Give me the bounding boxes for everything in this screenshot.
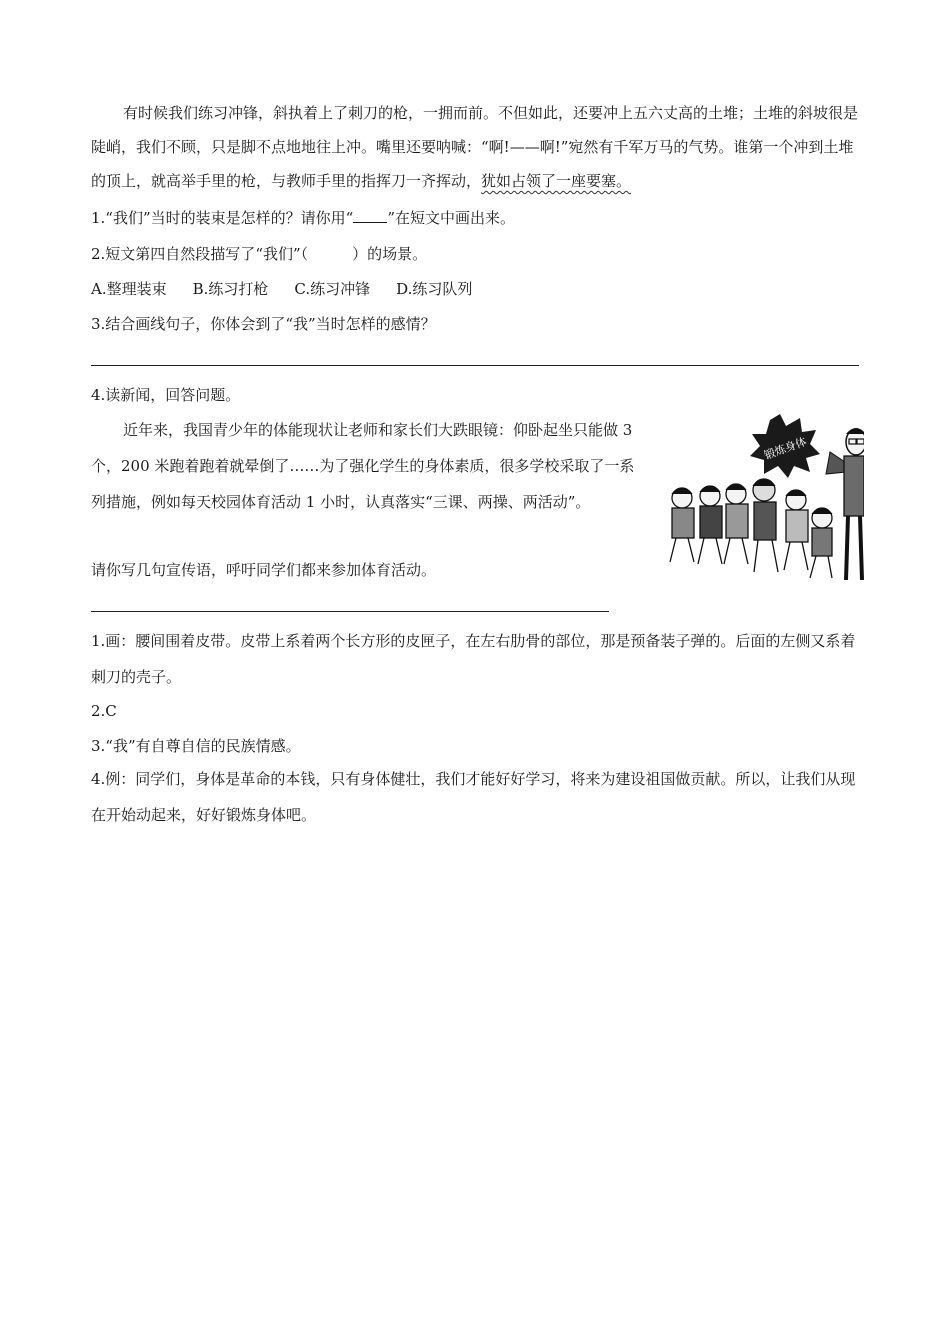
question-3: 3.结合画线句子，你体会到了“我”当时怎样的感情？ — [91, 315, 436, 333]
answer-line-4[interactable] — [91, 611, 609, 612]
question-4-prompt: 请你写几句宣传语，呼吁同学们都来参加体育活动。 — [91, 561, 437, 579]
answer-1: 1.画：腰间围着皮带。皮带上系着两个长方形的皮匣子，在左右肋骨的部位，那是预备装子弹的。后面的左侧又系着刺刀的壳子。 — [91, 632, 856, 686]
answer-3: 3.“我”有自尊自信的民族情感。 — [91, 737, 301, 755]
option-d[interactable]: D.练习队列 — [396, 280, 473, 298]
question-2 — [91, 244, 427, 264]
question-2-text: 2.短文第四自然段描写了“我们”（ — [91, 245, 309, 263]
passage-text: 有时候我们练习冲锋，斜执着上了刺刀的枪，一拥而前。不但如此，还要冲上五六丈高的土堆；土堆的斜坡很是陡峭，我们不顾，只是脚不点地地往上冲。嘴里还要呐喊：“啊!——啊!”宛然有千军万马的气势。谁第一个冲到土堆的顶上，就高举手里的枪，与教师手里的指挥刀一齐挥动， — [91, 104, 859, 190]
question-1-text-end: ”在短文中画出来。 — [387, 209, 515, 227]
banner-text: 锻炼身体 — [762, 434, 809, 463]
question-2-text-end: ）的场景。 — [352, 245, 428, 263]
question-4: 4.读新闻，回答问题。 — [91, 386, 241, 404]
question-1-text: 1.“我们”当时的装束是怎样的？请你用“ — [91, 209, 354, 227]
option-a[interactable]: A.整理装束 — [91, 280, 167, 298]
question-2-options — [91, 279, 498, 299]
option-b[interactable]: B.练习打枪 — [192, 280, 269, 298]
answer-4: 4.例：同学们，身体是革命的本钱，只有身体健壮，我们才能好好学习，将来为建设祖国做贡献。所以，让我们从现在开始动起来，好好锻炼身体吧。 — [91, 770, 856, 824]
answer-line-3[interactable] — [91, 365, 859, 366]
question-1 — [91, 208, 515, 228]
wavy-underlined-sentence: 犹如占领了一座要塞。 — [481, 172, 632, 190]
underline-symbol — [353, 208, 387, 223]
option-c[interactable]: C.练习冲锋 — [294, 280, 371, 298]
news-paragraph: 近年来，我国青少年的体能现状让老师和家长们大跌眼镜：仰卧起坐只能做 3 个，200 米跑着跑着就晕倒了……为了强化学生的身体素质，很多学校采取了一系列措施，例如每天校园体育活动 1 小时，认真落实“三课、两操、两活动”。 — [91, 421, 635, 511]
passage-paragraph — [91, 96, 861, 198]
exercise-illustration — [660, 412, 864, 586]
answer-2: 2.C — [91, 702, 117, 720]
